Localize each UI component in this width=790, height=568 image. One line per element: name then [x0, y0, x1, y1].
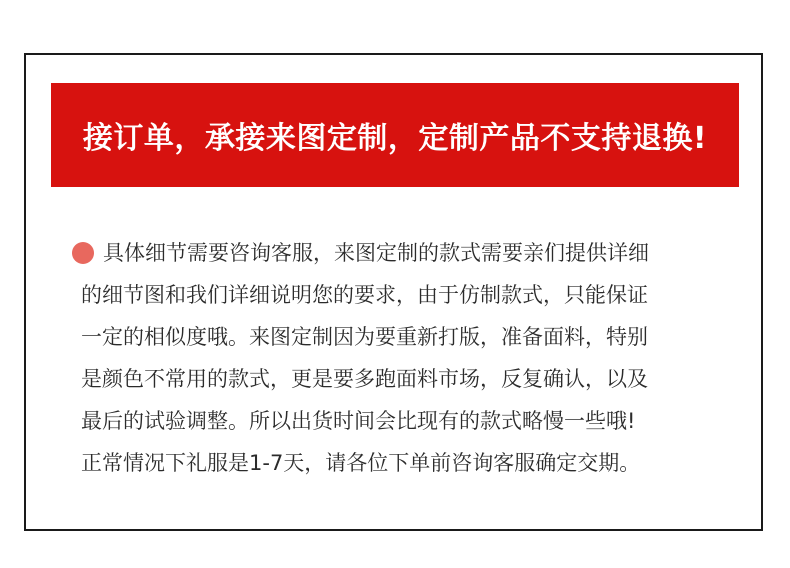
banner-title: 接订单，承接来图定制，定制产品不支持退换!	[82, 121, 708, 156]
notice-banner	[51, 83, 739, 187]
notice-line: 正常情况下礼服是1-7天，请各位下单前咨询客服确定交期。	[81, 451, 641, 475]
notice-line: 是颜色不常用的款式，更是要多跑面料市场，反复确认，以及	[81, 367, 648, 391]
notice-line: 最后的试验调整。所以出货时间会比现有的款式略慢一些哦!	[81, 409, 636, 433]
notice-text	[81, 232, 731, 484]
notice-line: 的细节图和我们详细说明您的要求，由于仿制款式，只能保证	[81, 283, 648, 307]
notice-line: 一定的相似度哦。来图定制因为要重新打版，准备面料，特别	[81, 325, 648, 349]
notice-line: 具体细节需要咨询客服，来图定制的款式需要亲们提供详细	[103, 241, 649, 265]
